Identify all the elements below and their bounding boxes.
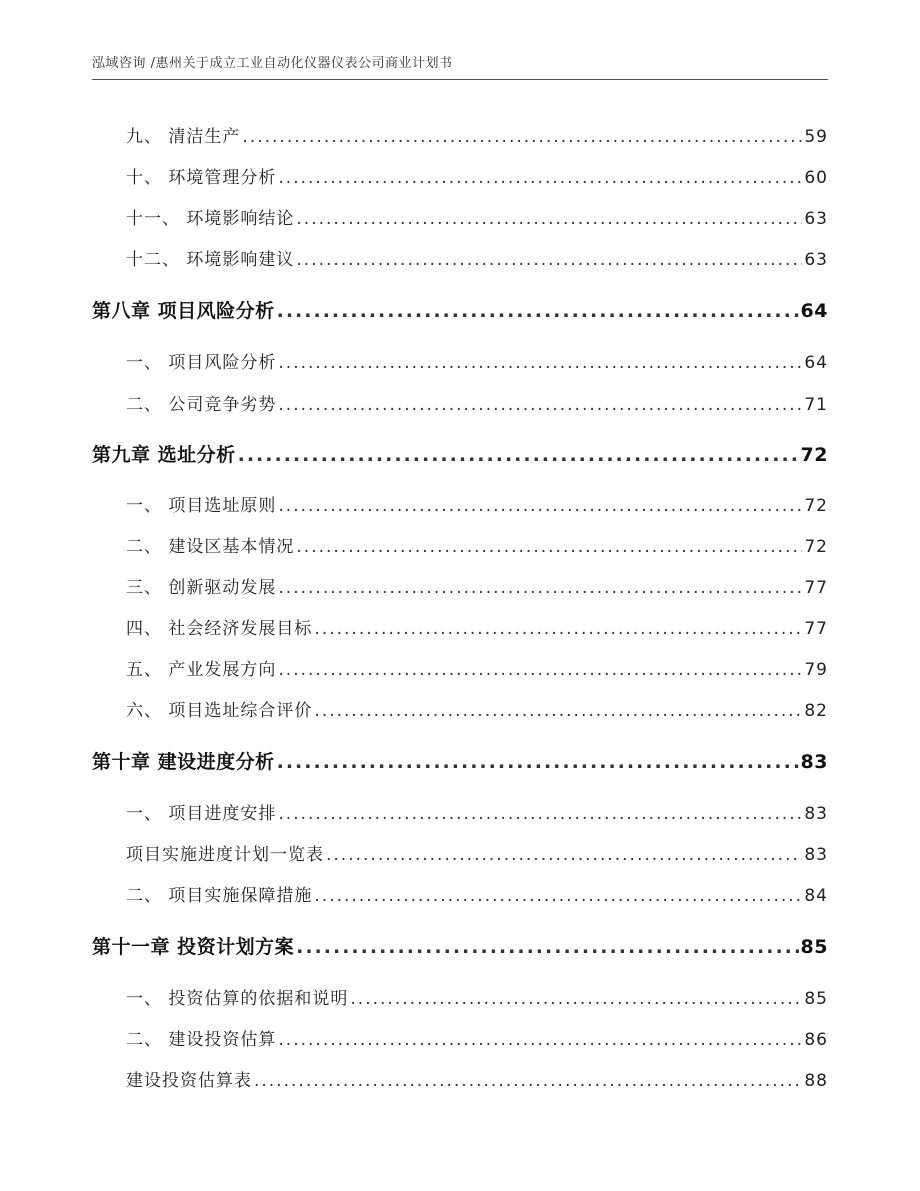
toc-entry-label: 五、 产业发展方向 xyxy=(126,660,277,680)
toc-dot-leader xyxy=(326,845,802,865)
toc-entry-label: 四、 社会经济发展目标 xyxy=(126,619,313,639)
toc-entry-schedule-table[interactable] xyxy=(92,840,828,865)
toc-entry-section-9-4[interactable] xyxy=(92,614,828,639)
toc-entry-label: 建设投资估算表 xyxy=(126,1071,252,1091)
toc-entry-section-12[interactable] xyxy=(92,245,828,270)
toc-page-number: 84 xyxy=(804,886,828,906)
toc-page-number: 77 xyxy=(804,578,828,598)
toc-page-number: 63 xyxy=(804,209,828,229)
toc-entry-section-10-2[interactable] xyxy=(92,881,828,906)
toc-entry-label: 项目实施进度计划一览表 xyxy=(126,845,324,865)
toc-page-number: 83 xyxy=(804,845,828,865)
toc-entry-investment-table[interactable] xyxy=(92,1066,828,1091)
toc-page-number: 63 xyxy=(804,250,828,270)
toc-dot-leader xyxy=(296,209,802,229)
toc-page-number: 59 xyxy=(804,127,828,147)
toc-entry-chapter-11[interactable] xyxy=(92,932,828,959)
toc-entry-label: 二、 建设区基本情况 xyxy=(126,537,295,557)
toc-page-number: 83 xyxy=(800,751,828,773)
toc-dot-leader xyxy=(314,886,802,906)
toc-dot-leader xyxy=(296,936,798,958)
toc-dot-leader xyxy=(238,444,799,466)
toc-entry-label: 一、 项目风险分析 xyxy=(126,353,277,373)
toc-entry-section-9[interactable] xyxy=(92,122,828,147)
toc-entry-chapter-8[interactable] xyxy=(92,296,828,323)
toc-entry-section-11-2[interactable] xyxy=(92,1025,828,1050)
toc-entry-label: 三、 创新驱动发展 xyxy=(126,578,277,598)
toc-entry-label: 二、 项目实施保障措施 xyxy=(126,886,313,906)
toc-entry-label: 十、 环境管理分析 xyxy=(126,168,277,188)
toc-entry-label: 二、 公司竞争劣势 xyxy=(126,395,277,415)
toc-page-number: 79 xyxy=(804,660,828,680)
toc-page-number: 71 xyxy=(804,395,828,415)
toc-page-number: 64 xyxy=(804,353,828,373)
toc-dot-leader xyxy=(314,701,802,721)
toc-dot-leader xyxy=(278,804,802,824)
toc-dot-leader xyxy=(278,168,802,188)
toc-page-number: 82 xyxy=(804,701,828,721)
toc-dot-leader xyxy=(242,127,802,147)
toc-entry-section-8-1[interactable] xyxy=(92,348,828,373)
toc-entry-section-9-1[interactable] xyxy=(92,491,828,516)
toc-entry-chapter-10[interactable] xyxy=(92,747,828,774)
toc-entry-label: 一、 项目选址原则 xyxy=(126,496,277,516)
toc-entry-section-9-3[interactable] xyxy=(92,573,828,598)
page-header-text: 泓域咨询 /惠州关于成立工业自动化仪器仪表公司商业计划书 xyxy=(92,56,453,71)
toc-entry-label: 十二、 环境影响建议 xyxy=(126,250,295,270)
toc-page-number: 83 xyxy=(804,804,828,824)
toc-page-number: 77 xyxy=(804,619,828,639)
toc-entry-section-11-1[interactable] xyxy=(92,984,828,1009)
toc-entry-label: 十一、 环境影响结论 xyxy=(126,209,295,229)
toc-entry-label: 一、 投资估算的依据和说明 xyxy=(126,989,349,1009)
toc-dot-leader xyxy=(278,1030,802,1050)
toc-entry-section-8-2[interactable] xyxy=(92,390,828,415)
toc-dot-leader xyxy=(314,619,802,639)
toc-dot-leader xyxy=(350,989,802,1009)
toc-entry-label: 九、 清洁生产 xyxy=(126,127,241,147)
toc-dot-leader xyxy=(296,250,802,270)
toc-entry-section-9-2[interactable] xyxy=(92,532,828,557)
toc-chapter-label: 第八章 项目风险分析 xyxy=(92,300,275,322)
toc-page-number: 86 xyxy=(804,1030,828,1050)
toc-dot-leader xyxy=(254,1071,802,1091)
toc-dot-leader xyxy=(296,537,802,557)
toc-chapter-label: 第九章 选址分析 xyxy=(92,444,236,466)
toc-entry-label: 一、 项目进度安排 xyxy=(126,804,277,824)
toc-entry-label: 六、 项目选址综合评价 xyxy=(126,701,313,721)
toc-page-number: 85 xyxy=(804,989,828,1009)
toc-entry-section-10[interactable] xyxy=(92,163,828,188)
toc-dot-leader xyxy=(277,300,799,322)
toc-entry-section-10-1[interactable] xyxy=(92,799,828,824)
toc-entry-section-11[interactable] xyxy=(92,204,828,229)
toc-entry-section-9-6[interactable] xyxy=(92,696,828,721)
toc-entry-section-9-5[interactable] xyxy=(92,655,828,680)
toc-dot-leader xyxy=(278,395,802,415)
toc-page-number: 72 xyxy=(804,496,828,516)
page-header xyxy=(92,52,828,80)
toc-dot-leader xyxy=(278,660,802,680)
toc-page-number: 60 xyxy=(804,168,828,188)
toc-page-number: 72 xyxy=(804,537,828,557)
toc-page-number: 88 xyxy=(804,1071,828,1091)
toc-page-number: 64 xyxy=(800,300,828,322)
toc-page-number: 72 xyxy=(800,444,828,466)
toc-chapter-label: 第十一章 投资计划方案 xyxy=(92,936,295,958)
toc-entry-chapter-9[interactable] xyxy=(92,440,828,467)
toc-dot-leader xyxy=(278,496,802,516)
toc-dot-leader xyxy=(278,353,802,373)
toc-page-number: 85 xyxy=(800,936,828,958)
toc-dot-leader xyxy=(277,751,799,773)
toc-chapter-label: 第十章 建设进度分析 xyxy=(92,751,275,773)
toc-dot-leader xyxy=(278,578,802,598)
toc-entry-label: 二、 建设投资估算 xyxy=(126,1030,277,1050)
